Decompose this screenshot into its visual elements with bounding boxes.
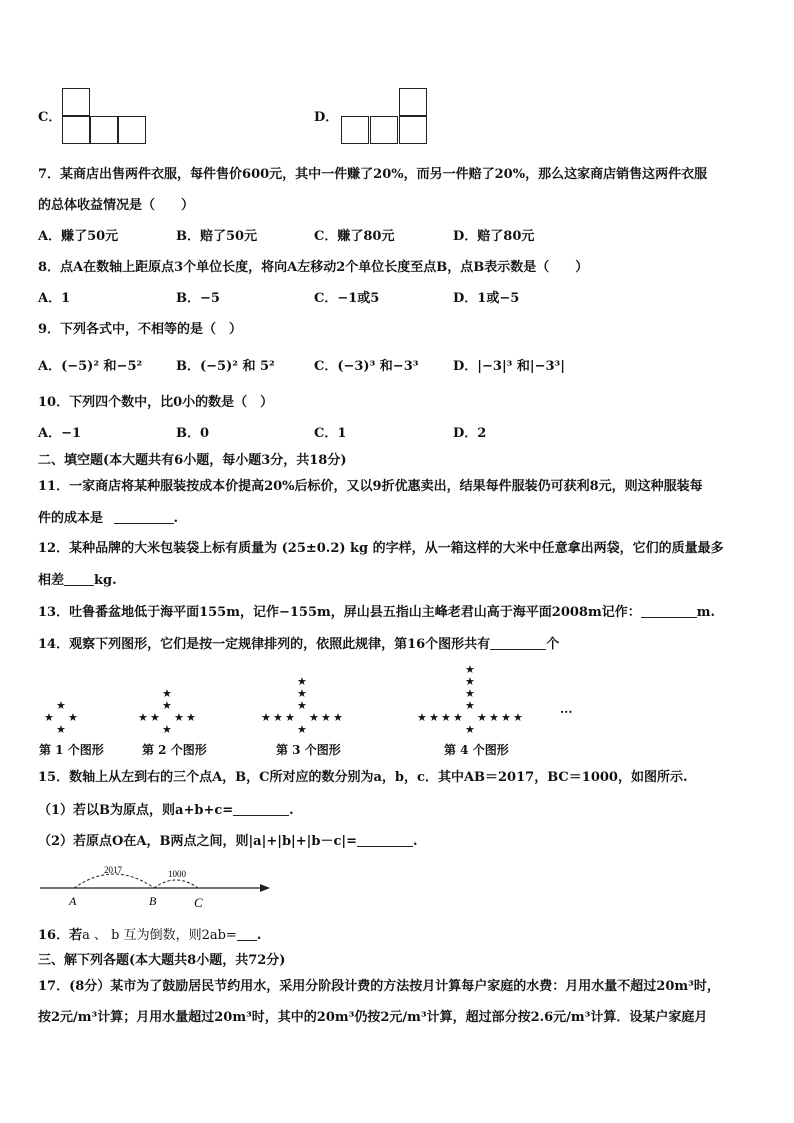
star-mark: ★ bbox=[285, 711, 295, 724]
q15-sub1-text: （1）若以B为原点，则a+b+c= bbox=[38, 803, 234, 818]
point-c-label: C bbox=[194, 895, 203, 910]
q13-text: 13．吐鲁番盆地低于海平面155m，记作−155m，屏山县五指山主峰老君山高于海平面2008m记作： bbox=[38, 605, 641, 620]
figure-square bbox=[370, 116, 398, 144]
star-mark: ★ bbox=[138, 711, 148, 724]
q15-sub2-period: . bbox=[413, 834, 418, 849]
section-heading-fill-in: 二、填空题(本大题共有6小题，每小题3分，共18分) bbox=[38, 453, 347, 468]
star-mark: ★ bbox=[453, 711, 463, 724]
q11-answer-blank[interactable] bbox=[114, 510, 174, 524]
q11-text: 件的成本是 bbox=[38, 511, 104, 526]
q12-text: 相差 bbox=[38, 573, 65, 588]
star-mark: ★ bbox=[465, 675, 475, 688]
figure-square bbox=[62, 88, 90, 116]
star-mark: ★ bbox=[333, 711, 343, 724]
q15-number-line-figure bbox=[36, 860, 276, 912]
q15-sub2-text: （2）若原点O在A，B两点之间，则|a|+|b|+|b－c|= bbox=[38, 834, 358, 849]
star-mark: ★ bbox=[150, 711, 160, 724]
point-a-label: A bbox=[69, 894, 77, 908]
q17-stem-line1: 17．(8分）某市为了鼓励居民节约用水，采用分阶段计费的方法按月计算每户家庭的水费：月用水量不超过20m³时， bbox=[38, 979, 720, 994]
figure-square bbox=[62, 116, 90, 144]
star-mark: ★ bbox=[297, 723, 307, 736]
star-mark: ★ bbox=[297, 699, 307, 712]
q12-stem-line2 bbox=[38, 572, 117, 589]
star-mark: ★ bbox=[513, 711, 523, 724]
star-mark: ★ bbox=[261, 711, 271, 724]
star-mark: ★ bbox=[429, 711, 439, 724]
q14-caption-1: 第 1 个图形 bbox=[39, 743, 104, 757]
q10-option-a: A．−1 bbox=[38, 426, 82, 441]
star-mark: ★ bbox=[68, 711, 78, 724]
q15-sub1-period: . bbox=[289, 803, 294, 818]
q15-sub1 bbox=[38, 802, 294, 819]
q10-stem: 10．下列四个数中，比0小的数是（ ） bbox=[38, 395, 274, 410]
q6-option-d-figure bbox=[341, 88, 431, 148]
q14-star-pattern bbox=[0, 650, 794, 760]
figure-square bbox=[399, 116, 427, 144]
q10-option-d: D．2 bbox=[453, 426, 487, 441]
q12-answer-blank[interactable] bbox=[64, 572, 94, 586]
q16-text-mid: a 、 b 互为倒数，则2ab= bbox=[82, 928, 237, 943]
q14-text: 14．观察下列图形，它们是按一定规律排列的，依照此规律，第16个图形共有 bbox=[38, 637, 491, 652]
star-mark: ★ bbox=[162, 723, 172, 736]
q7-option-b: B．赔了50元 bbox=[176, 229, 258, 244]
star-mark: ★ bbox=[417, 711, 427, 724]
q6-option-c-label: C． bbox=[38, 110, 62, 125]
q16-period: . bbox=[256, 928, 262, 943]
q14-caption-2: 第 2 个图形 bbox=[142, 743, 207, 757]
q13-stem bbox=[38, 604, 715, 621]
number-line-arrow bbox=[260, 884, 270, 892]
star-mark: ★ bbox=[56, 723, 66, 736]
star-mark: ★ bbox=[465, 723, 475, 736]
q7-option-d: D．赔了80元 bbox=[453, 229, 535, 244]
star-mark: ★ bbox=[477, 711, 487, 724]
point-b-label: B bbox=[149, 894, 157, 908]
q10-option-c: C．1 bbox=[314, 426, 347, 441]
q7-option-a: A．赚了50元 bbox=[38, 229, 119, 244]
arc-bc-label: 1000 bbox=[168, 869, 186, 879]
q15-sub1-answer-blank[interactable] bbox=[233, 802, 289, 816]
q16-text-start: 16．若 bbox=[38, 928, 83, 943]
q6-option-d-label: D． bbox=[314, 110, 339, 125]
star-mark: ★ bbox=[465, 687, 475, 700]
q14-answer-blank[interactable] bbox=[490, 636, 546, 650]
q11-stem-line1: 11．一家商店将某种服装按成本价提高20%后标价，又以9折优惠卖出，结果每件服装仍可获利8元，则这种服装每 bbox=[38, 479, 703, 494]
q14-ellipsis: ··· bbox=[560, 705, 573, 719]
figure-square bbox=[341, 116, 369, 144]
star-mark: ★ bbox=[186, 711, 196, 724]
q7-stem-line1: 7．某商店出售两件衣服，每件售价600元，其中一件赚了20%，而另一件赔了20%，那么这家商店销售这两件衣服 bbox=[38, 167, 708, 182]
star-mark: ★ bbox=[501, 711, 511, 724]
q6-option-c-figure bbox=[62, 88, 152, 148]
q11-stem-line2 bbox=[38, 510, 178, 527]
q17-stem-line2: 按2元/m³计算；月用水量超过20m³时，其中的20m³仍按2元/m³计算，超过部分按2.6元/m³计算．设某户家庭月 bbox=[38, 1010, 708, 1025]
arc-ab-label: 2017 bbox=[104, 865, 122, 875]
q9-option-c: C．(−3)³ 和−3³ bbox=[314, 359, 419, 374]
q14-caption-3: 第 3 个图形 bbox=[276, 743, 341, 757]
star-mark: ★ bbox=[162, 687, 172, 700]
q8-option-a: A．1 bbox=[38, 291, 71, 306]
q7-option-c: C．赚了80元 bbox=[314, 229, 395, 244]
star-mark: ★ bbox=[273, 711, 283, 724]
q14-caption-4: 第 4 个图形 bbox=[444, 743, 509, 757]
star-mark: ★ bbox=[174, 711, 184, 724]
q9-stem: 9．下列各式中，不相等的是（ ） bbox=[38, 322, 243, 337]
q9-option-b: B．(−5)² 和 5² bbox=[176, 359, 275, 374]
q9-option-d: D．|−3|³ 和|−3³| bbox=[453, 359, 565, 374]
q8-stem: 8．点A在数轴上距原点3个单位长度，将向A左移动2个单位长度至点B，点B表示数是（ ） bbox=[38, 260, 589, 275]
q9-option-a: A．(−5)² 和−5² bbox=[38, 359, 143, 374]
q16-stem bbox=[38, 927, 261, 944]
star-mark: ★ bbox=[44, 711, 54, 724]
star-mark: ★ bbox=[321, 711, 331, 724]
figure-square bbox=[90, 116, 118, 144]
star-mark: ★ bbox=[297, 687, 307, 700]
star-mark: ★ bbox=[56, 699, 66, 712]
star-mark: ★ bbox=[465, 699, 475, 712]
q15-sub2 bbox=[38, 833, 418, 850]
q10-option-b: B．0 bbox=[176, 426, 210, 441]
arc-ab bbox=[74, 874, 154, 888]
q12-unit: kg. bbox=[94, 573, 117, 588]
q16-answer-blank[interactable] bbox=[237, 927, 257, 941]
star-mark: ★ bbox=[441, 711, 451, 724]
q15-sub2-answer-blank[interactable] bbox=[357, 833, 413, 847]
q8-option-c: C．−1或5 bbox=[314, 291, 380, 306]
figure-square bbox=[118, 116, 146, 144]
section-heading-solve: 三、解下列各题(本大题共8小题，共72分) bbox=[38, 953, 286, 968]
star-mark: ★ bbox=[465, 663, 475, 676]
star-mark: ★ bbox=[489, 711, 499, 724]
q8-option-b: B．−5 bbox=[176, 291, 220, 306]
q13-answer-blank[interactable] bbox=[641, 604, 697, 618]
figure-square bbox=[399, 88, 427, 116]
q15-stem: 15．数轴上从左到右的三个点A，B，C所对应的数分别为a，b，c．其中AB＝2017，BC＝1000，如图所示. bbox=[38, 770, 688, 785]
star-mark: ★ bbox=[162, 699, 172, 712]
q14-unit: 个 bbox=[546, 637, 560, 652]
arc-bc bbox=[154, 880, 198, 888]
star-mark: ★ bbox=[309, 711, 319, 724]
q7-stem-line2: 的总体收益情况是（ ） bbox=[38, 198, 195, 213]
q12-stem-line1: 12．某种品牌的大米包装袋上标有质量为 (25±0.2) kg 的字样，从一箱这样的大米中任意拿出两袋，它们的质量最多 bbox=[38, 541, 724, 556]
q8-option-d: D．1或−5 bbox=[453, 291, 520, 306]
q13-unit: m. bbox=[696, 605, 715, 620]
star-mark: ★ bbox=[297, 675, 307, 688]
q11-period: . bbox=[173, 511, 179, 526]
